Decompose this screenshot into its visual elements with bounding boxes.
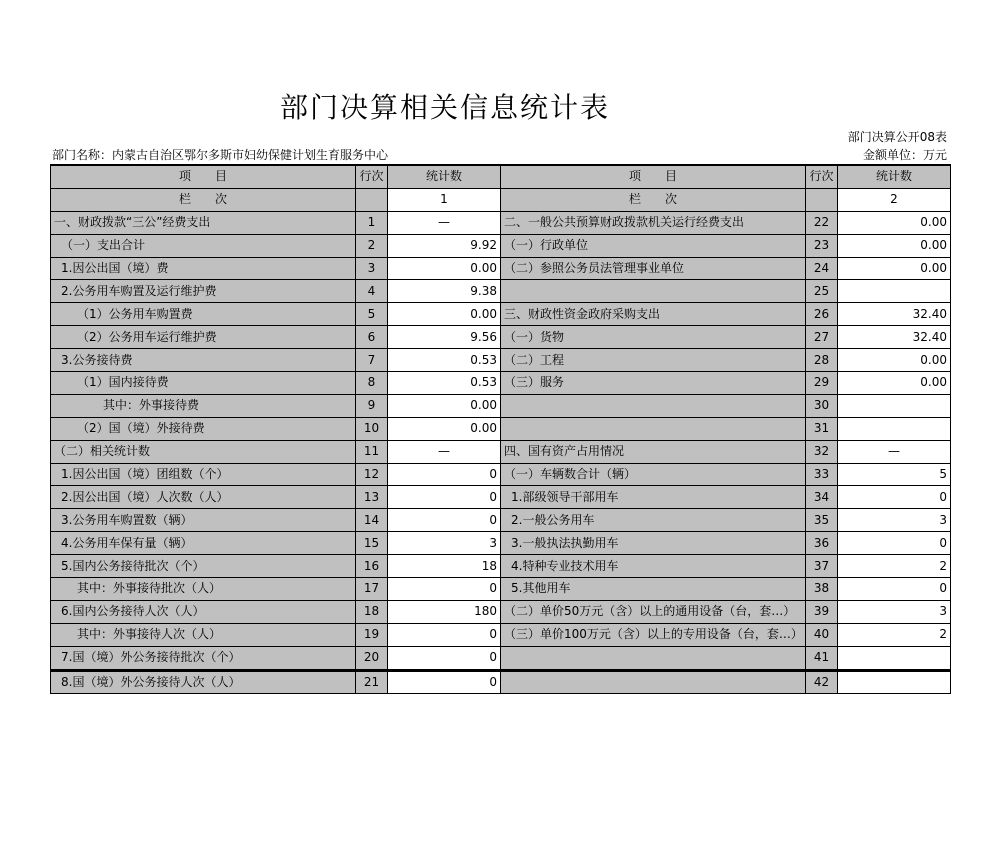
- left-item-cell: 3.公务接待费: [51, 349, 356, 372]
- right-row-number-cell: 37: [806, 555, 838, 578]
- left-value-cell: 9.38: [388, 280, 501, 303]
- right-item-cell: （一）行政单位: [501, 234, 806, 257]
- left-row-number-cell: 15: [356, 532, 388, 555]
- left-item-cell: 4.公务用车保有量（辆）: [51, 532, 356, 555]
- left-value-cell: 9.92: [388, 234, 501, 257]
- left-item-cell: 7.国（境）外公务接待批次（个）: [51, 646, 356, 670]
- table-row: [51, 349, 951, 372]
- left-row-number-cell: 8: [356, 372, 388, 395]
- table-row: [51, 234, 951, 257]
- left-item-cell: 1.因公出国（境）费: [51, 257, 356, 280]
- table-row: [51, 623, 951, 646]
- right-row-number-cell: 27: [806, 326, 838, 349]
- right-item-cell: （二）单价50万元（含）以上的通用设备（台，套…）: [501, 600, 806, 623]
- right-value-cell: 32.40: [838, 303, 951, 326]
- right-item-cell: [501, 646, 806, 670]
- left-item-cell: （2）公务用车运行维护费: [51, 326, 356, 349]
- left-value-cell: 0: [388, 509, 501, 532]
- right-item-cell: （一）货物: [501, 326, 806, 349]
- right-value-cell: 0.00: [838, 372, 951, 395]
- right-item-cell: 1.部级领导干部用车: [501, 486, 806, 509]
- left-row-number-cell: 6: [356, 326, 388, 349]
- table-row: [51, 417, 951, 440]
- left-row-number-cell: 17: [356, 578, 388, 601]
- right-row-number-cell: 29: [806, 372, 838, 395]
- left-item-cell: 6.国内公务接待人次（人）: [51, 600, 356, 623]
- column-label-left: 栏 次: [51, 188, 356, 211]
- right-value-cell: —: [838, 440, 951, 463]
- left-row-number-cell: 18: [356, 600, 388, 623]
- right-value-cell: 0: [838, 486, 951, 509]
- table-row: [51, 257, 951, 280]
- left-row-number-cell: 16: [356, 555, 388, 578]
- header-item-right: 项 目: [501, 165, 806, 188]
- right-item-cell: [501, 280, 806, 303]
- left-value-cell: 0: [388, 623, 501, 646]
- statistics-table: [50, 164, 951, 694]
- right-item-cell: （三）服务: [501, 372, 806, 395]
- left-value-cell: 0: [388, 463, 501, 486]
- column-label-right: 栏 次: [501, 188, 806, 211]
- right-value-cell: [838, 670, 951, 694]
- table-row: [51, 303, 951, 326]
- header-row-no-left: 行次: [356, 165, 388, 188]
- right-row-number-cell: 39: [806, 600, 838, 623]
- right-row-number-cell: 23: [806, 234, 838, 257]
- table-row: [51, 440, 951, 463]
- right-value-cell: 0.00: [838, 257, 951, 280]
- table-row: [51, 532, 951, 555]
- left-row-number-cell: 3: [356, 257, 388, 280]
- table-row: [51, 578, 951, 601]
- right-row-number-cell: 32: [806, 440, 838, 463]
- right-row-number-cell: 35: [806, 509, 838, 532]
- left-row-number-cell: 19: [356, 623, 388, 646]
- left-value-cell: 0: [388, 670, 501, 694]
- right-row-number-cell: 31: [806, 417, 838, 440]
- right-row-number-cell: 41: [806, 646, 838, 670]
- header-stat-right: 统计数: [838, 165, 951, 188]
- right-row-number-cell: 24: [806, 257, 838, 280]
- table-row: [51, 509, 951, 532]
- left-item-cell: 1.因公出国（境）团组数（个）: [51, 463, 356, 486]
- left-item-cell: 8.国（境）外公务接待人次（人）: [51, 670, 356, 694]
- right-item-cell: [501, 670, 806, 694]
- right-value-cell: [838, 417, 951, 440]
- right-value-cell: 2: [838, 555, 951, 578]
- table-row: [51, 463, 951, 486]
- right-row-number-cell: 38: [806, 578, 838, 601]
- left-item-cell: 2.公务用车购置及运行维护费: [51, 280, 356, 303]
- right-row-number-cell: 22: [806, 211, 838, 234]
- left-item-cell: 2.因公出国（境）人次数（人）: [51, 486, 356, 509]
- left-value-cell: —: [388, 440, 501, 463]
- left-row-number-cell: 9: [356, 394, 388, 417]
- right-row-number-cell: 36: [806, 532, 838, 555]
- left-row-number-cell: 14: [356, 509, 388, 532]
- left-row-number-cell: 13: [356, 486, 388, 509]
- left-value-cell: 180: [388, 600, 501, 623]
- left-item-cell: （1）公务用车购置费: [51, 303, 356, 326]
- left-row-number-cell: 10: [356, 417, 388, 440]
- right-item-cell: 三、财政性资金政府采购支出: [501, 303, 806, 326]
- column-index-row: [51, 188, 951, 211]
- left-value-cell: 0: [388, 578, 501, 601]
- left-row-number-cell: 1: [356, 211, 388, 234]
- right-value-cell: 3: [838, 509, 951, 532]
- table-row: [51, 646, 951, 670]
- left-item-cell: （1）国内接待费: [51, 372, 356, 395]
- column-number-2: 2: [838, 188, 951, 211]
- left-item-cell: 其中：外事接待费: [51, 394, 356, 417]
- table-row: [51, 326, 951, 349]
- left-row-number-cell: 4: [356, 280, 388, 303]
- right-value-cell: [838, 280, 951, 303]
- table-row: [51, 600, 951, 623]
- left-row-number-cell: 7: [356, 349, 388, 372]
- left-value-cell: 0.53: [388, 372, 501, 395]
- right-row-number-cell: 33: [806, 463, 838, 486]
- left-item-cell: 其中：外事接待人次（人）: [51, 623, 356, 646]
- department-name: 部门名称：内蒙古自治区鄂尔多斯市妇幼保健计划生育服务中心: [52, 148, 389, 162]
- right-value-cell: [838, 646, 951, 670]
- header-stat-left: 统计数: [388, 165, 501, 188]
- right-value-cell: 0: [838, 578, 951, 601]
- left-item-cell: （一）支出合计: [51, 234, 356, 257]
- right-value-cell: 0.00: [838, 211, 951, 234]
- right-value-cell: [838, 394, 951, 417]
- right-value-cell: 0.00: [838, 349, 951, 372]
- right-row-number-cell: 25: [806, 280, 838, 303]
- right-item-cell: 5.其他用车: [501, 578, 806, 601]
- left-value-cell: 0.00: [388, 303, 501, 326]
- right-item-cell: [501, 417, 806, 440]
- table-row: [51, 486, 951, 509]
- left-value-cell: 0: [388, 486, 501, 509]
- left-value-cell: 18: [388, 555, 501, 578]
- left-item-cell: 5.国内公务接待批次（个）: [51, 555, 356, 578]
- left-row-number-cell: 20: [356, 646, 388, 670]
- right-item-cell: 4.特种专业技术用车: [501, 555, 806, 578]
- form-code: 部门决算公开08表: [847, 130, 947, 144]
- right-item-cell: （三）单价100万元（含）以上的专用设备（台，套…）: [501, 623, 806, 646]
- right-item-cell: [501, 394, 806, 417]
- right-row-number-cell: 28: [806, 349, 838, 372]
- right-value-cell: 32.40: [838, 326, 951, 349]
- left-value-cell: 0.00: [388, 257, 501, 280]
- right-row-number-cell: 42: [806, 670, 838, 694]
- table-row: [51, 280, 951, 303]
- left-value-cell: 9.56: [388, 326, 501, 349]
- amount-unit: 金额单位：万元: [862, 148, 947, 162]
- right-value-cell: 0.00: [838, 234, 951, 257]
- table-row: [51, 394, 951, 417]
- right-item-cell: 四、国有资产占用情况: [501, 440, 806, 463]
- left-value-cell: 0.00: [388, 417, 501, 440]
- right-row-number-cell: 34: [806, 486, 838, 509]
- page-title: 部门决算相关信息统计表: [279, 91, 610, 124]
- table-row: [51, 555, 951, 578]
- left-value-cell: —: [388, 211, 501, 234]
- table-row: [51, 211, 951, 234]
- left-value-cell: 3: [388, 532, 501, 555]
- right-item-cell: （一）车辆数合计（辆）: [501, 463, 806, 486]
- right-value-cell: 2: [838, 623, 951, 646]
- right-item-cell: （二）工程: [501, 349, 806, 372]
- left-item-cell: 一、财政拨款“三公”经费支出: [51, 211, 356, 234]
- left-row-number-cell: 2: [356, 234, 388, 257]
- left-row-number-cell: 11: [356, 440, 388, 463]
- left-item-cell: （二）相关统计数: [51, 440, 356, 463]
- left-row-number-cell: 5: [356, 303, 388, 326]
- left-row-number-cell: 21: [356, 670, 388, 694]
- right-row-number-cell: 26: [806, 303, 838, 326]
- header-item-left: 项 目: [51, 165, 356, 188]
- right-row-number-cell: 40: [806, 623, 838, 646]
- left-item-cell: 其中：外事接待批次（人）: [51, 578, 356, 601]
- left-item-cell: 3.公务用车购置数（辆）: [51, 509, 356, 532]
- right-value-cell: 3: [838, 600, 951, 623]
- left-row-number-cell: 12: [356, 463, 388, 486]
- right-item-cell: 3.一般执法执勤用车: [501, 532, 806, 555]
- right-value-cell: 5: [838, 463, 951, 486]
- column-row-no-right: [806, 188, 838, 211]
- right-item-cell: 二、一般公共预算财政拨款机关运行经费支出: [501, 211, 806, 234]
- table-row: [51, 372, 951, 395]
- left-value-cell: 0.53: [388, 349, 501, 372]
- right-row-number-cell: 30: [806, 394, 838, 417]
- left-value-cell: 0.00: [388, 394, 501, 417]
- header-row-no-right: 行次: [806, 165, 838, 188]
- table-row: [51, 670, 951, 694]
- right-item-cell: 2.一般公务用车: [501, 509, 806, 532]
- left-value-cell: 0: [388, 646, 501, 670]
- left-item-cell: （2）国（境）外接待费: [51, 417, 356, 440]
- header-row: [51, 165, 951, 188]
- column-number-1: 1: [388, 188, 501, 211]
- right-item-cell: （二）参照公务员法管理事业单位: [501, 257, 806, 280]
- column-row-no-left: [356, 188, 388, 211]
- right-value-cell: 0: [838, 532, 951, 555]
